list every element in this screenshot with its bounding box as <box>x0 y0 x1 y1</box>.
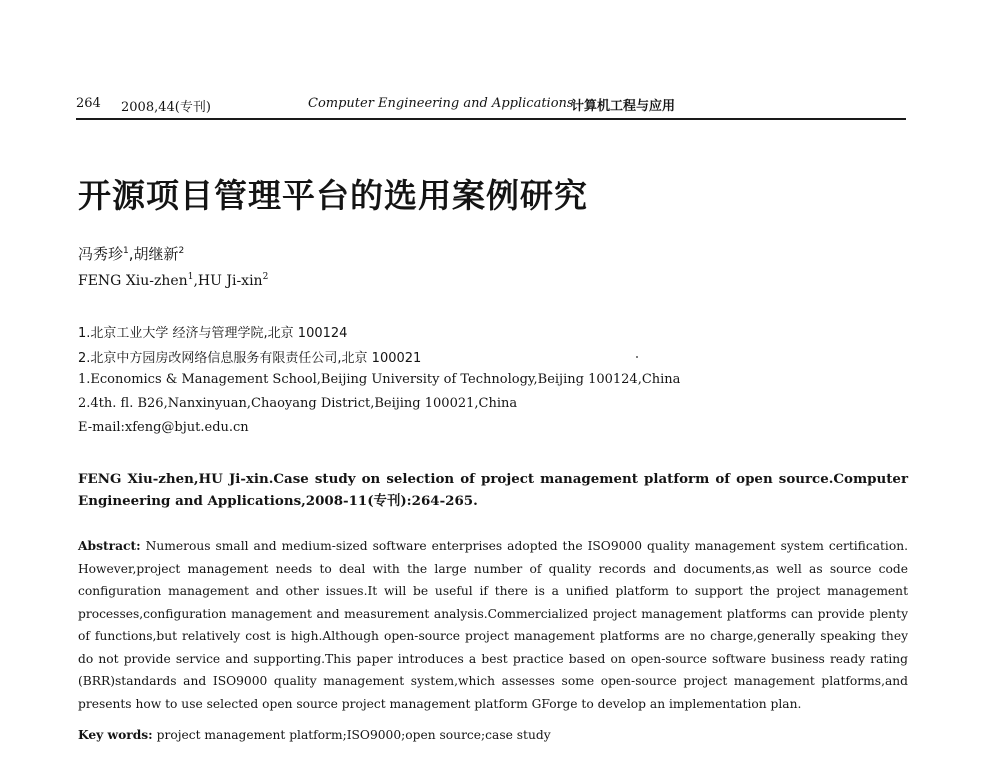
author-1-name-cn: 冯秀珍 <box>78 245 124 263</box>
author-1-affil-mark: 1 <box>123 246 129 256</box>
author-separator: , <box>128 245 134 263</box>
author-2-name-cn: 胡继新 <box>133 245 179 263</box>
running-header <box>76 96 906 118</box>
affiliation-2-cn: 2.北京中方园房改网络信息服务有限责任公司,北京 100021 <box>78 351 422 366</box>
keywords-block <box>78 727 551 742</box>
volume-issue: 2008,44(专刊) <box>121 100 211 115</box>
author-separator-en: , <box>193 273 198 289</box>
citation-block: FENG Xiu-zhen,HU Ji-xin.Case study on selection of project management platform of open source.Computer Engineering and Applications,2008-11(专刊):264-265. <box>78 471 908 509</box>
affiliation-1-en: 1.Economics & Management School,Beijing University of Technology,Beijing 100124,China <box>78 372 681 387</box>
affiliation-1-cn: 1.北京工业大学 经济与管理学院,北京 100124 <box>78 326 348 341</box>
authors-chinese <box>78 243 184 264</box>
scan-speck <box>636 356 638 358</box>
page-number: 264 <box>76 96 101 111</box>
abstract-text: Numerous small and medium-sized software enterprises adopted the ISO9000 quality management system certification. However,project management needs to deal with the large number of quality records and documents,as well as source code configuration management and other issues.It will be useful if there is a unified platform to support the project management processes,configuration management and measurement analysis.Commercialized project management platforms can provide plenty of functions,but relatively cost is high.Although open-source project management platforms are no charge,generally speaking they do not provide service and supporting.This paper introduces a best practice based on open-source software business ready rating (BRR)standards and ISO9000 quality management system,which assesses some open-source project management platforms,and presents how to use selected open source project management platform GForge to develop an implementation plan. <box>78 539 908 711</box>
journal-name-cn: 计算机工程与应用 <box>571 99 676 114</box>
header-divider <box>76 118 906 120</box>
affiliation-2-en: 2.4th. fl. B26,Nanxinyuan,Chaoyang District,Beijing 100021,China <box>78 396 518 411</box>
author-2-name-en: HU Ji-xin <box>197 273 263 289</box>
author-2-affil-mark: 2 <box>178 246 185 256</box>
author-2-affil-mark-en: 2 <box>262 272 269 282</box>
author-1-affil-mark-en: 1 <box>187 272 194 282</box>
contact-email: E-mail:xfeng@bjut.edu.cn <box>78 420 249 435</box>
abstract-block <box>78 535 908 715</box>
authors-english <box>78 273 268 289</box>
author-1-name-en: FENG Xiu-zhen <box>78 273 188 289</box>
keywords-text: project management platform;ISO9000;open source;case study <box>156 728 551 742</box>
keywords-label: Key words: <box>78 727 153 742</box>
journal-name-en: Computer Engineering and Applications <box>308 96 574 111</box>
paper-title: 开源项目管理平台的选用案例研究 <box>78 176 588 215</box>
abstract-label: Abstract: <box>78 538 141 553</box>
